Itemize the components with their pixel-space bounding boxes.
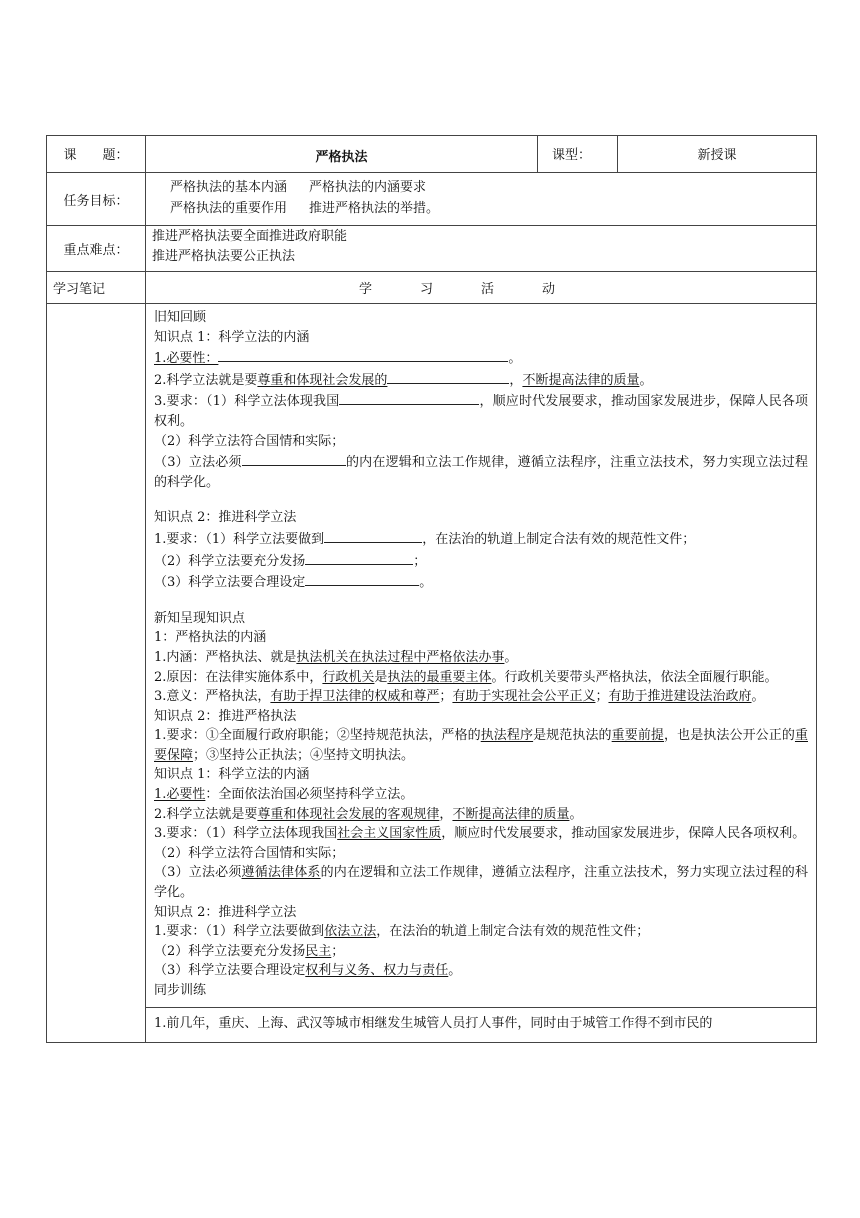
underlined-answer: 权利与义务、权力与责任 (305, 963, 449, 979)
underlined-answer: 1.必要性 (154, 787, 206, 803)
text-fragment: （2）科学立法要充分发扬 (154, 553, 306, 569)
knowledge-point-title: 1：严格执法的内涵 (154, 630, 267, 646)
text-fragment: 是规范执法的 (533, 728, 612, 744)
exercise-item: 1.前几年，重庆、上海、武汉等城市相继发生城管人员打人事件，同时由于城管工作得不到市民的 (146, 1007, 816, 1042)
content-line (154, 550, 808, 572)
goals-label: 任务目标： (47, 173, 146, 226)
key-points-label: 重点难点： (47, 226, 146, 272)
text-fragment: （3）立法必须 (154, 455, 242, 471)
text-fragment: ，顺应时代发展要求，推动国家发展进步，保障人民各项权利。 (441, 826, 806, 842)
content-line (154, 726, 808, 765)
text-fragment: ，在法治的轨道上制定合法有效的规范性文件； (422, 531, 696, 547)
fill-blank (305, 571, 419, 586)
learning-activities-heading: 学习活动 (146, 272, 817, 304)
text-fragment: 。 (569, 806, 583, 822)
study-notes-column (47, 304, 146, 1043)
header-row (47, 136, 817, 173)
underlined-answer: 社会主义国家性质 (337, 826, 442, 842)
fill-blank (305, 550, 413, 565)
notes-header-row (47, 272, 817, 304)
knowledge-point-title: 知识点 2：推进科学立法 (154, 904, 297, 920)
content-line: （2）科学立法符合国情和实际； (154, 433, 345, 449)
underlined-answer: 民主 (305, 943, 332, 959)
goals-row (47, 173, 817, 226)
knowledge-point-title: 知识点 1：科学立法的内涵 (154, 329, 310, 345)
text-fragment: 。 (448, 963, 462, 979)
text-fragment: 3.要求：（1）科学立法体现我国 (154, 826, 338, 842)
goal-item: 严格执法的内涵要求 (309, 180, 427, 195)
goal-item: 严格执法的基本内涵 (170, 180, 288, 195)
lesson-title: 严格执法 (146, 136, 538, 173)
content-line (154, 571, 808, 593)
content-line (154, 687, 808, 707)
text-fragment: （3）科学立法要合理设定 (154, 963, 306, 979)
underlined-answer: 有助于捍卫法律的权威和尊严 (270, 689, 440, 705)
text-fragment: ，在法治的轨道上制定合法有效的规范性文件； (376, 924, 650, 940)
text-fragment: ， (509, 372, 523, 388)
fill-blank (324, 528, 422, 543)
key-point-line: 推进严格执法要全面推进政府职能 (152, 229, 348, 244)
underlined-answer: 尊重和体现社会发展的 (257, 372, 388, 388)
underlined-answer: 执法的最重要主体 (387, 669, 492, 685)
text-fragment: 1.要求：（1）科学立法要做到 (154, 924, 325, 940)
content-line (154, 668, 808, 688)
key-points-row (47, 226, 817, 272)
fill-blank (218, 347, 508, 362)
text-fragment: 。行政机关要带头严格执法，依法全面履行职能。 (491, 669, 778, 685)
text-fragment: （3）科学立法要合理设定 (154, 575, 306, 591)
lesson-type-label: 课型： (538, 136, 618, 173)
knowledge-point-title: 知识点 1：科学立法的内涵 (154, 767, 310, 783)
underlined-answer: 遵循法律体系 (241, 865, 321, 881)
text-fragment: 2.原因：在法律实施体系中， (154, 669, 323, 685)
section-heading: 新知呈现知识点 (154, 610, 246, 626)
text-fragment: 1.要求：（1）科学立法要做到 (154, 531, 325, 547)
key-point-line: 推进严格执法要公正执法 (152, 249, 296, 264)
section-heading: 同步训练 (154, 983, 207, 998)
study-notes-label: 学习笔记 (47, 272, 146, 304)
underlined-answer: 有助于实现社会公平正义 (452, 689, 596, 705)
text-fragment: ； (439, 689, 453, 705)
underlined-answer: 1.必要性： (154, 351, 219, 367)
goals-content (146, 173, 817, 226)
text-fragment: 。 (419, 575, 433, 591)
content-line (154, 942, 808, 962)
topic-label: 课 题： (47, 136, 146, 173)
text-fragment: 2.科学立法就是要 (154, 806, 258, 822)
underlined-answer: 不断提高法律的质量 (522, 372, 640, 388)
underlined-answer: 执法机关在执法过程中严格依法办事 (296, 649, 505, 665)
text-fragment: ，顺应时代发展要求，推动国家发展进步，保障人民各项权利。 (154, 394, 808, 429)
activities-content (146, 304, 817, 1043)
key-points-content (146, 226, 817, 272)
text-fragment: 3.意义：严格执法， (154, 689, 271, 705)
text-fragment: 1.要求：①全面履行政府职能；②坚持规范执法，严格的 (154, 728, 481, 744)
content-line (154, 390, 808, 431)
content-line (154, 451, 808, 492)
text-fragment: 的内在逻辑和立法工作规律，遵循立法程序，注重立法技术，努力实现立法过程的科学化。 (154, 455, 808, 490)
content-line: （2）科学立法符合国情和实际； (154, 845, 345, 861)
underlined-answer: 重要前提 (611, 728, 665, 744)
lesson-type-value: 新授课 (618, 136, 817, 173)
underlined-answer: 尊重和体现社会发展的客观规律 (257, 806, 440, 822)
text-fragment: ：全面依法治国必须坚持科学立法。 (205, 787, 414, 803)
text-fragment: 。 (504, 649, 518, 665)
content-line (154, 347, 808, 369)
text-fragment: （2）科学立法要充分发扬 (154, 943, 306, 959)
content-line (154, 863, 808, 902)
text-fragment: （3）立法必须 (154, 865, 242, 881)
goal-item: 推进严格执法的举措。 (309, 201, 440, 216)
content-line (154, 369, 808, 391)
text-fragment: 。 (639, 372, 653, 388)
text-fragment: ， (439, 806, 453, 822)
content-line (154, 785, 808, 805)
underlined-answer: 不断提高法律的质量 (452, 806, 570, 822)
section-heading: 旧知回顾 (154, 310, 207, 325)
text-fragment: 2.科学立法就是要 (154, 372, 258, 388)
content-line (154, 805, 808, 825)
goal-item: 严格执法的重要作用 (170, 201, 288, 216)
content-line (154, 961, 808, 981)
knowledge-point-title: 知识点 2：推进科学立法 (154, 510, 297, 526)
knowledge-point-title: 知识点 2：推进严格执法 (154, 708, 297, 724)
text-fragment: ； (413, 553, 427, 569)
content-line (154, 648, 808, 668)
content-line (154, 528, 808, 550)
fill-blank (387, 369, 509, 384)
content-line (154, 922, 808, 942)
underlined-answer: 有助于推进建设法治政府 (608, 689, 752, 705)
text-fragment: ；③坚持公正执法；④坚持文明执法。 (193, 747, 415, 763)
text-fragment: 1.内涵：严格执法、就是 (154, 649, 297, 665)
text-fragment: ； (595, 689, 609, 705)
underlined-answer: 重要保障 (154, 728, 808, 763)
fill-blank (339, 390, 479, 405)
text-fragment: 。 (508, 351, 522, 367)
text-fragment: ，也是执法公开公正的 (664, 728, 795, 744)
text-fragment: 。 (751, 689, 765, 705)
lesson-plan-table (46, 135, 817, 1043)
text-fragment: ； (331, 943, 345, 959)
fill-blank (242, 451, 346, 466)
text-fragment: 3.要求：（1）科学立法体现我国 (154, 394, 340, 410)
text-fragment: 的内在逻辑和立法工作规律，遵循立法程序，注重立法技术，努力实现立法过程的科学化。 (154, 865, 808, 901)
underlined-answer: 依法立法 (324, 924, 377, 940)
underlined-answer: 执法程序 (480, 728, 534, 744)
content-row (47, 304, 817, 1043)
text-fragment: 是 (374, 669, 388, 685)
content-line (154, 824, 808, 844)
underlined-answer: 行政机关 (322, 669, 375, 685)
